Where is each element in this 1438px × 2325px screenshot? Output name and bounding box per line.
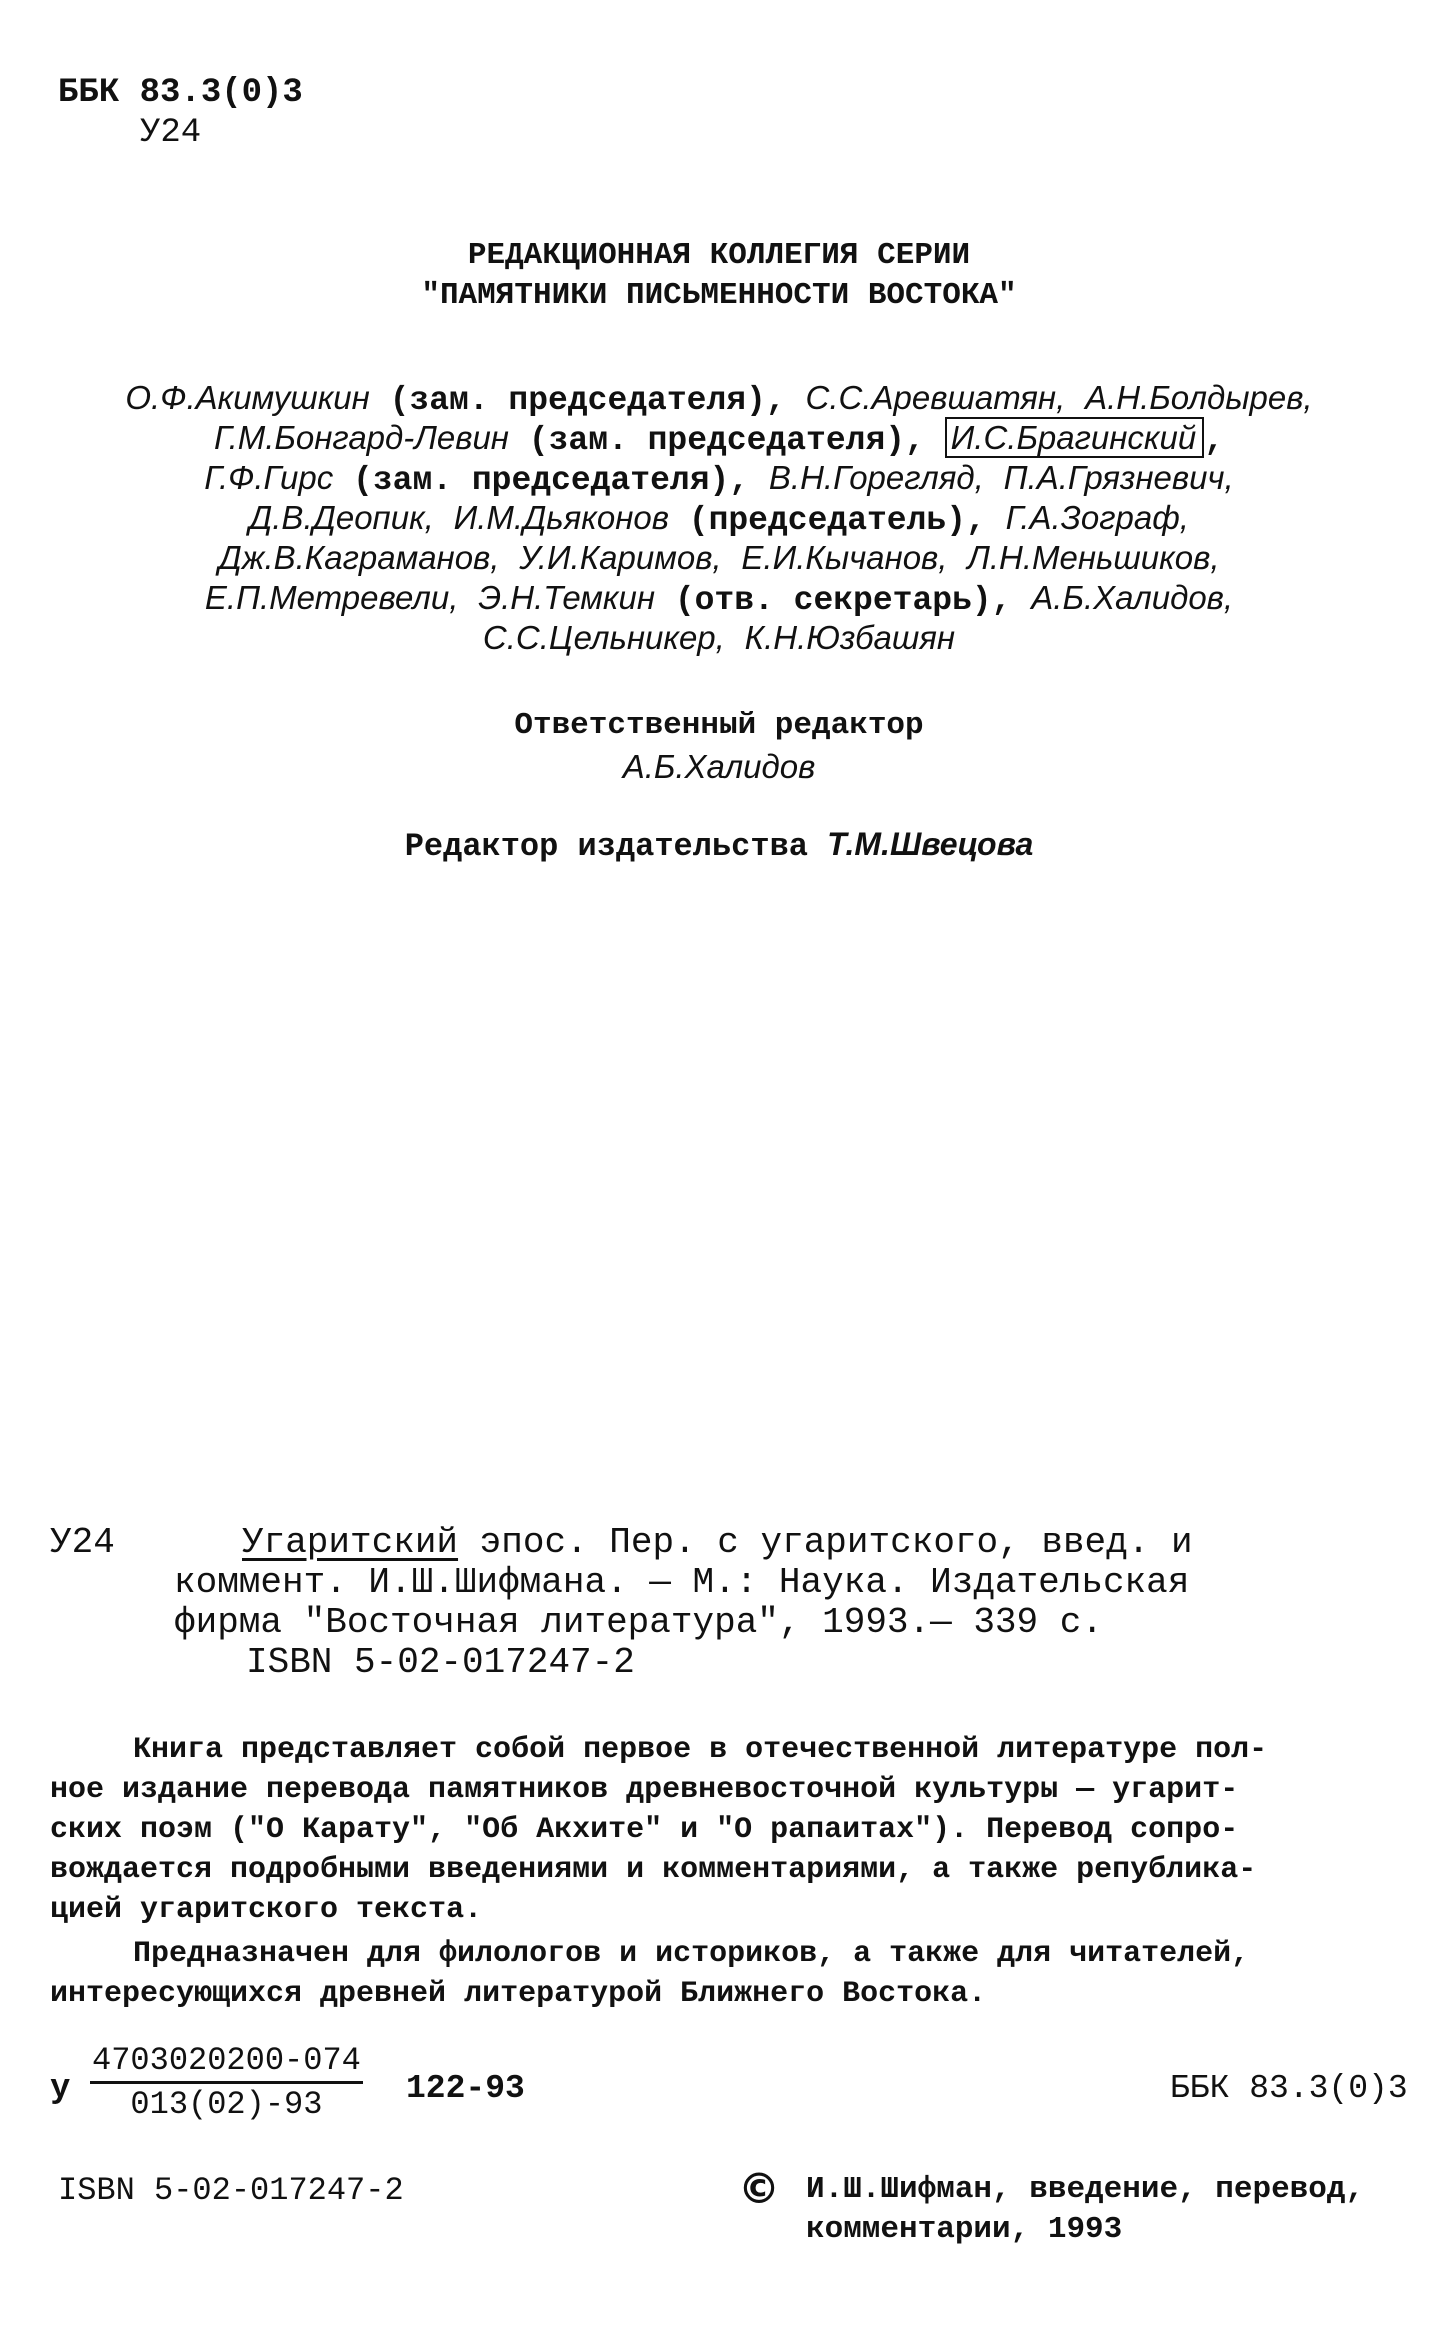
board-member-name: Дж.В.Каграманов,: [218, 539, 500, 576]
fraction: [90, 2042, 363, 2123]
board-member-name: Д.В.Деопик,: [249, 499, 434, 536]
annotation-line: интересующихся древней литературой Ближнего Востока.: [50, 1977, 987, 2011]
bbk-code-top: ББК 83.3(0)3: [58, 74, 303, 112]
board-member-role: (зам. председателя),: [508, 422, 925, 459]
catalog-code: У24: [50, 1522, 115, 1563]
board-member-name: К.Н.Юзбашян: [744, 619, 956, 656]
responsible-editor-name: А.Б.Халидов: [622, 748, 816, 785]
u-letter: у: [50, 2070, 71, 2108]
publisher-editor-line: [0, 826, 1438, 865]
board-title-line1: РЕДАКЦИОННАЯ КОЛЛЕГИЯ СЕРИИ: [467, 238, 971, 273]
fraction-denominator: 013(02)-93: [130, 2086, 323, 2123]
imprint-fraction: [90, 2042, 363, 2123]
catalog-line1-rest: эпос. Пер. с угаритского, введ. и: [458, 1522, 1193, 1563]
board-member-name: Е.И.Кычанов,: [741, 539, 948, 576]
annotation-line: Книга представляет собой первое в отечественной литературе пол-: [133, 1733, 1268, 1767]
board-member-name: Э.Н.Темкин: [478, 579, 656, 616]
board-member-name: С.С.Цельникер,: [482, 619, 725, 656]
board-member-name: Г.М.Бонгард-Левин: [213, 419, 509, 456]
board-member-name: О.Ф.Акимушкин: [125, 379, 370, 416]
publisher-editor-name: Т.М.Швецова: [827, 826, 1034, 862]
board-member-name: Г.А.Зограф,: [1005, 499, 1189, 536]
board-row: [0, 578, 1438, 621]
board-title-line2: "ПАМЯТНИКИ ПИСЬМЕННОСТИ ВОСТОКА": [421, 278, 1017, 313]
board-member-name: С.С.Аревшатян,: [805, 379, 1066, 416]
annotation-line: Предназначен для филологов и историков, а также для читателей,: [133, 1937, 1250, 1971]
isbn-bottom: ISBN 5-02-017247-2: [58, 2172, 404, 2209]
board-member-name: И.М.Дьяконов: [453, 499, 669, 536]
publisher-editor-label: Редактор издательства: [404, 828, 808, 865]
board-row: [0, 378, 1438, 421]
board-row: [0, 538, 1438, 581]
copyright-line2: комментарии, 1993: [806, 2212, 1123, 2247]
board-row: [0, 498, 1438, 541]
board-member-role: (зам. председателя),: [333, 462, 750, 499]
fraction-numerator: 4703020200-074: [90, 2042, 363, 2084]
bbk-code-bottom: ББК 83.3(0)3: [1170, 2070, 1408, 2107]
catalog-line2: коммент. И.Ш.Шифмана. — М.: Наука. Издательская: [174, 1562, 1190, 1603]
board-member-role: (зам. председателя),: [369, 382, 786, 419]
copyright-line1: И.Ш.Шифман, введение, перевод,: [806, 2172, 1365, 2207]
board-member-name: В.Н.Горегляд,: [768, 459, 984, 496]
board-member-name: А.Б.Халидов,: [1031, 579, 1234, 616]
board-member-name: Г.Ф.Гирс: [204, 459, 334, 496]
board-member-punct: ,: [1204, 422, 1225, 459]
board-member-name: Л.Н.Меньшиков,: [967, 539, 1220, 576]
annotation-line: ное издание перевода памятников древневосточной культуры — угарит-: [50, 1773, 1239, 1807]
catalog-title-word: Угаритский: [242, 1522, 459, 1563]
catalog-isbn: ISBN 5-02-017247-2: [246, 1642, 635, 1683]
annotation-line: ских поэм ("О Карату", "Об Акхите" и "О рапаитах"). Перевод сопро-: [50, 1813, 1239, 1847]
board-row: [0, 418, 1438, 461]
responsible-editor-label: Ответственный редактор: [514, 708, 924, 743]
board-member-role: (отв. секретарь),: [655, 582, 1012, 619]
board-member-role: (председатель),: [668, 502, 986, 539]
catalog-line3: фирма "Восточная литература", 1993.— 339 с.: [174, 1602, 1103, 1643]
author-mark-top: У24: [140, 114, 202, 152]
board-member-name: П.А.Грязневич,: [1003, 459, 1234, 496]
catalog-line1: [242, 1522, 1193, 1563]
annotation-line: вождается подробными введениями и комментариями, а также република-: [50, 1853, 1257, 1887]
board-row: [0, 458, 1438, 501]
copyright-symbol: ©: [738, 2164, 780, 2213]
board-row: [0, 618, 1438, 661]
annotation-line: цией угаритского текста.: [50, 1893, 483, 1927]
board-member-name: Е.П.Метревели,: [204, 579, 459, 616]
board-member-name: И.С.Брагинский: [945, 417, 1205, 458]
fraction-suffix: 122-93: [406, 2070, 525, 2107]
board-member-name: А.Н.Болдырев,: [1085, 379, 1313, 416]
board-member-name: У.И.Каримов,: [519, 539, 722, 576]
